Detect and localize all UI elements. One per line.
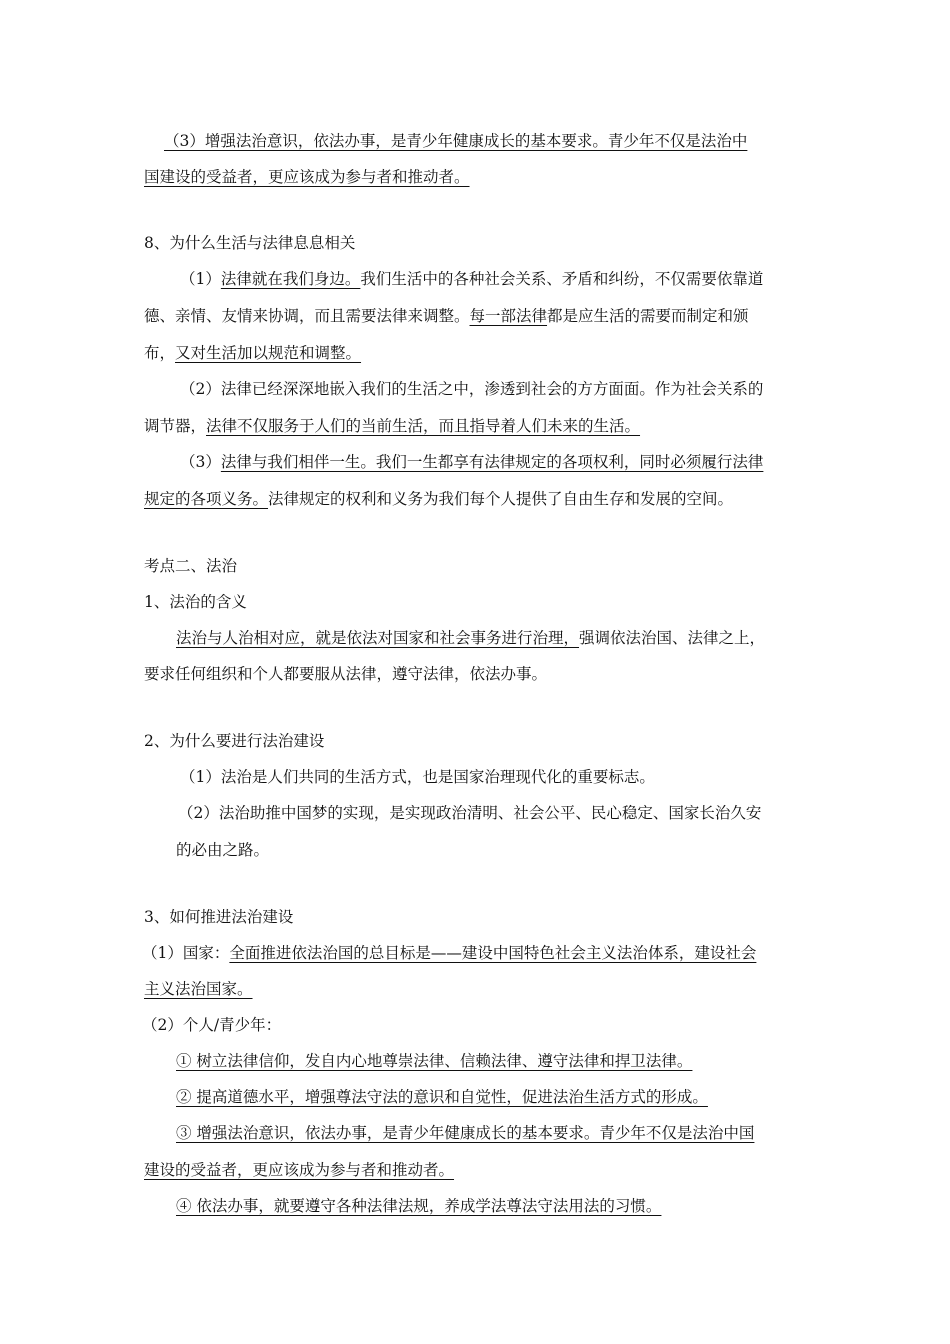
paragraph-line: （2）法治助推中国梦的实现，是实现政治清明、社会公平、民心稳定、国家长治久安 — [178, 804, 762, 822]
paragraph-line: （1）法律就在我们身边。我们生活中的各种社会关系、矛盾和纠纷，不仅需要依靠道 — [180, 270, 764, 288]
paragraph-line: 法治与人治相对应，就是依法对国家和社会事务进行治理，强调依法治国、法律之上， — [176, 629, 766, 647]
section-title: 考点二、法治 — [144, 557, 238, 575]
list-item: ③ 增强法治意识，依法办事，是青少年健康成长的基本要求。青少年不仅是法治中国 — [176, 1124, 755, 1142]
paragraph-line: 德、亲情、友情来协调，而且需要法律来调整。每一部法律都是应生活的需要而制定和颁 — [144, 307, 749, 325]
subsection-heading: 2、为什么要进行法治建设 — [144, 732, 325, 750]
paragraph-line: 国建设的受益者，更应该成为参与者和推动者。 — [144, 168, 470, 186]
paragraph-line: （1）国家：全面推进依法治国的总目标是——建设中国特色社会主义法治体系，建设社会 — [142, 944, 757, 962]
list-item: ④ 依法办事，就要遵守各种法律法规，养成学法尊法守法用法的习惯。 — [176, 1197, 662, 1215]
paragraph-line: （2）法律已经深深地嵌入我们的生活之中，渗透到社会的方方面面。作为社会关系的 — [180, 380, 764, 398]
paragraph-line: （3）增强法治意识，依法办事，是青少年健康成长的基本要求。青少年不仅是法治中 — [164, 132, 748, 150]
paragraph-line: 要求任何组织和个人都要服从法律，遵守法律，依法办事。 — [144, 665, 548, 683]
subsection-heading: 1、法治的含义 — [144, 593, 247, 611]
list-item: ② 提高道德水平，增强尊法守法的意识和自觉性，促进法治生活方式的形成。 — [176, 1088, 708, 1106]
paragraph-line: 主义法治国家。 — [144, 980, 253, 998]
paragraph-line: （1）法治是人们共同的生活方式，也是国家治理现代化的重要标志。 — [180, 768, 655, 786]
paragraph-line: （3）法律与我们相伴一生。我们一生都享有法律规定的各项权利，同时必须履行法律 — [180, 453, 764, 471]
paragraph-line: 布，又对生活加以规范和调整。 — [144, 344, 362, 362]
subsection-heading: 3、如何推进法治建设 — [144, 908, 294, 926]
paragraph-line: 的必由之路。 — [176, 841, 270, 859]
paragraph-line: 调节器，法律不仅服务于人们的当前生活，而且指导着人们未来的生活。 — [144, 417, 641, 435]
list-item: 建设的受益者，更应该成为参与者和推动者。 — [144, 1161, 455, 1179]
list-item: ① 树立法律信仰，发自内心地尊崇法律、信赖法律、遵守法律和捍卫法律。 — [176, 1052, 693, 1070]
question-heading: 8、为什么生活与法律息息相关 — [144, 234, 356, 252]
paragraph-line: （2）个人/青少年： — [142, 1016, 282, 1034]
paragraph-line: 规定的各项义务。法律规定的权利和义务为我们每个人提供了自由生存和发展的空间。 — [144, 490, 734, 508]
